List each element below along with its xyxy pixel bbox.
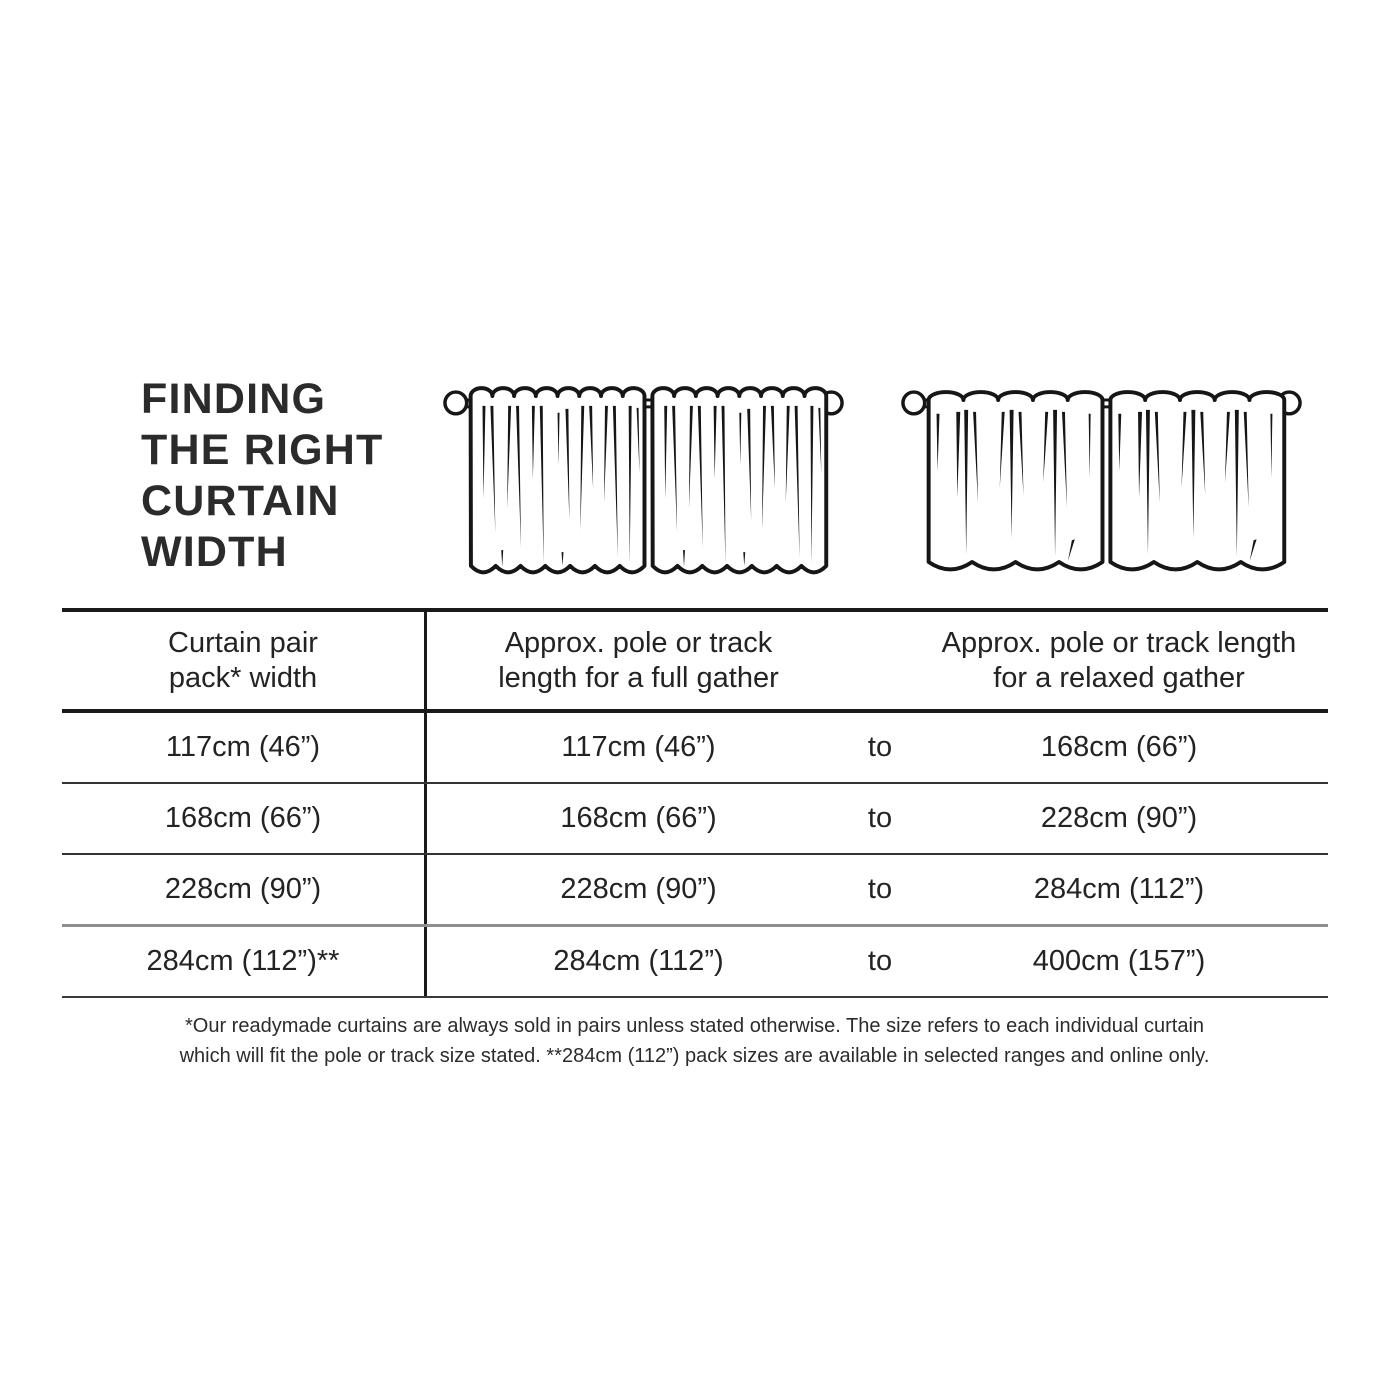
footnote-line-1: *Our readymade curtains are always sold in pairs unless stated otherwise. The size refers to each individual curtain <box>184 1015 1205 1037</box>
cell-full-gather: 168cm (66”) <box>560 802 717 834</box>
rod-finial-left <box>445 392 467 414</box>
header-relaxed-gather <box>910 612 1328 709</box>
cell-relaxed-gather: 168cm (66”) <box>1040 731 1198 763</box>
cell-relaxed-gather: 228cm (90”) <box>1040 802 1198 834</box>
cell-pack-width: 284cm (112”)** <box>62 927 427 996</box>
title-line-3: CURTAIN <box>141 477 340 525</box>
cell-full-gather: 284cm (112”) <box>553 945 724 977</box>
footnote <box>0 1011 1389 1071</box>
cell-full-gather: 117cm (46”) <box>561 731 716 763</box>
curtain-size-table <box>62 608 1328 998</box>
curtains-full-gather-illustration <box>441 372 846 585</box>
header-spacer <box>850 612 910 709</box>
cell-pack-width: 168cm (66”) <box>62 784 427 853</box>
cell-relaxed-gather: 400cm (157”) <box>1032 945 1206 977</box>
page-title <box>141 374 384 578</box>
cell-pack-width: 117cm (46”) <box>62 713 427 782</box>
header-full-gather-line2: length for a full gather <box>498 661 779 694</box>
title-line-4: WIDTH <box>141 528 288 576</box>
header-full-gather <box>427 612 850 709</box>
header-full-gather-line1: Approx. pole or track <box>504 626 773 659</box>
table-row <box>62 713 1328 782</box>
header-relaxed-gather-line2: for a relaxed gather <box>993 661 1245 694</box>
cell-to: to <box>867 945 893 977</box>
curtain-panel-left <box>929 392 1103 569</box>
header-pack-width <box>62 612 427 709</box>
cell-pack-width: 228cm (90”) <box>62 855 427 924</box>
curtains-relaxed-gather-illustration <box>899 372 1304 585</box>
footnote-line-2: which will fit the pole or track size stated. **284cm (112”) pack sizes are available in selected ranges and online only. <box>179 1045 1210 1067</box>
curtain-panel-left <box>471 388 645 572</box>
header-relaxed-gather-line1: Approx. pole or track length <box>941 626 1297 659</box>
header-pack-width-line1: Curtain pair <box>168 626 318 659</box>
cell-to: to <box>867 731 893 763</box>
cell-to: to <box>867 873 893 905</box>
title-line-2: THE RIGHT <box>141 426 384 474</box>
cell-relaxed-gather: 284cm (112”) <box>1033 873 1205 905</box>
header-pack-width-line2: pack* width <box>168 661 318 694</box>
cell-full-gather: 228cm (90”) <box>560 873 717 905</box>
table-header-row <box>62 612 1328 713</box>
title-line-1: FINDING <box>141 375 327 423</box>
cell-to: to <box>867 802 893 834</box>
rod-finial-left <box>903 392 925 414</box>
curtain-panel-right <box>1110 392 1284 569</box>
curtain-panel-right <box>652 388 826 572</box>
table-row <box>62 782 1328 853</box>
table-row <box>62 924 1328 996</box>
table-row <box>62 853 1328 924</box>
